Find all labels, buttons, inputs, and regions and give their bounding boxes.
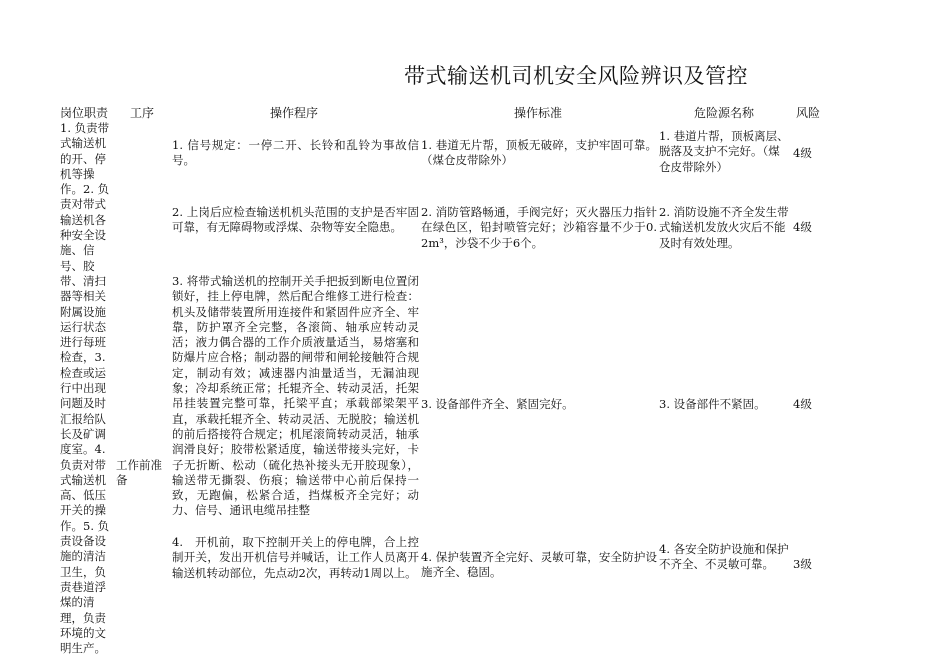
row-4-procedure: 4. 开机前，取下控制开关上的停电牌，合上控制开关，发出开机信号并喊话，让工作人员离开输送机转动部位，先点动2次，再转动1周以上。 — [172, 535, 419, 580]
row-4-risk: 3级 — [793, 557, 812, 571]
header-standard: 操作标准 — [514, 106, 563, 120]
row-1-hazard: 1. 巷道片帮，顶板离层、脱落及支护不完好。（煤仓皮带除外） — [659, 129, 789, 174]
row-1-standard: 1. 巷道无片帮，顶板无破碎，支护牢固可靠。（煤仓皮带除外） — [421, 138, 657, 168]
row-2-procedure: 2. 上岗后应检查输送机机头范围的支护是否牢固可靠，有无障碍物或浮煤、杂物等安全隐患。 — [172, 205, 419, 235]
row-2-hazard: 2. 消防设施不齐全发生带式输送机发放火灾后不能及时有效处理。 — [659, 205, 789, 250]
header-hazard: 危险源名称 — [694, 106, 755, 120]
header-process: 工序 — [130, 106, 155, 120]
header-procedure: 操作程序 — [270, 106, 319, 120]
header-risk: 风险 — [796, 106, 821, 120]
row-2-standard: 2. 消防管路畅通，手阀完好；灭火器压力指针在绿色区，铅封喷管完好；沙箱容量不少于0.2m³，沙袋不少于6个。 — [421, 205, 657, 250]
header-role: 岗位职责 — [60, 106, 109, 120]
row-1-procedure: 1. 信号规定：一停二开、长铃和乱铃为事故信号。 — [172, 138, 419, 168]
role-description: 1. 负责带式输送机的开、停机等操作。2. 负责对带式输送机各种安全设施、信号、胶带、清扫器等相关附属设施运行状态进行每班检查，3. 检查或运行中出现问题及时汇报给队长及矿调度室。4. 负责对带式输送机高、低压开关的操作。5. 负责设备设施的清洁卫生，负责巷道浮煤的清理，负责环境的文明生产。 — [60, 121, 110, 656]
row-3-standard: 3. 设备部件齐全、紧固完好。 — [421, 397, 574, 411]
row-1-risk: 4级 — [793, 146, 812, 160]
row-3-hazard: 3. 设备部件不紧固。 — [659, 397, 766, 411]
page-title: 带式输送机司机安全风险辨识及管控 — [404, 64, 748, 88]
row-2-risk: 4级 — [793, 220, 812, 234]
row-4-standard: 4. 保护装置齐全完好、灵敏可靠，安全防护设施齐全、稳固。 — [421, 550, 657, 580]
process-stage: 工作前准备 — [116, 458, 162, 488]
row-4-hazard: 4. 各安全防护设施和保护不齐全、不灵敏可靠。 — [659, 542, 789, 572]
row-3-risk: 4级 — [793, 397, 812, 411]
row-3-procedure: 3. 将带式输送机的控制开关手把扳到断电位置闭锁好，挂上停电牌，然后配合维修工进行检查：机头及储带装置所用连接件和紧固件应齐全、牢靠，防护罩齐全完整，各滚筒、轴承应转动灵活；液力偶合器的工作介质液量适当，易熔塞和防爆片应合格；制动器的闸带和闸轮接触符合规定，制动有效；减速器内油量适当，无漏油现象；冷却系统正常；托辊齐全、转动灵活，托架吊挂装置完整可靠，托梁平直；承载部梁架平直，承载托辊齐全、转动灵活、无脱胶；输送机的前后搭接符合规定；机尾滚筒转动灵活，轴承润滑良好；胶带松紧适度，输送带接头完好，卡子无折断、松动（硫化热补接头无开胶现象），输送带无撕裂、伤痕；输送带中心前后保持一致，无跑偏，松紧合适，挡煤板齐全完好；动力、信号、通讯电缆吊挂整 — [172, 274, 419, 518]
